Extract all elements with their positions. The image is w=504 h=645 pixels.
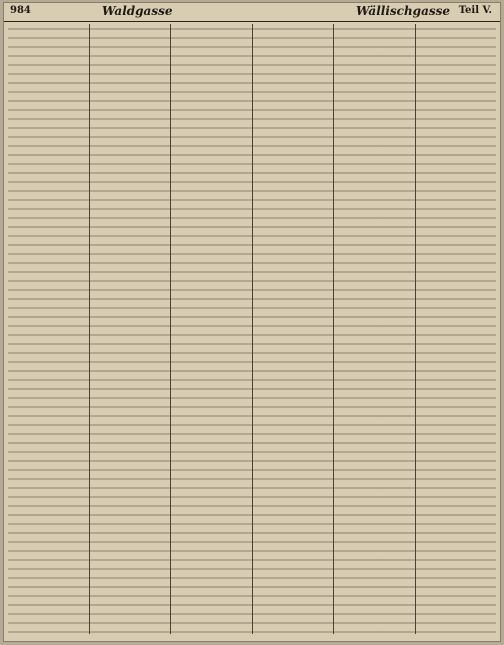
- column-2: [90, 24, 172, 634]
- directory-page: [4, 3, 500, 641]
- page-number: 984: [10, 5, 31, 16]
- street-header-right: Wällischgasse: [356, 4, 450, 18]
- street-header-left: Waldgasse: [102, 4, 173, 18]
- column-4: [253, 24, 335, 634]
- column-5: [334, 24, 416, 634]
- column-3: [171, 24, 253, 634]
- part-label: Teil V.: [458, 5, 492, 16]
- page-header: [4, 3, 500, 22]
- column-1: [8, 24, 90, 634]
- directory-columns: [8, 24, 496, 634]
- column-6: [416, 24, 497, 634]
